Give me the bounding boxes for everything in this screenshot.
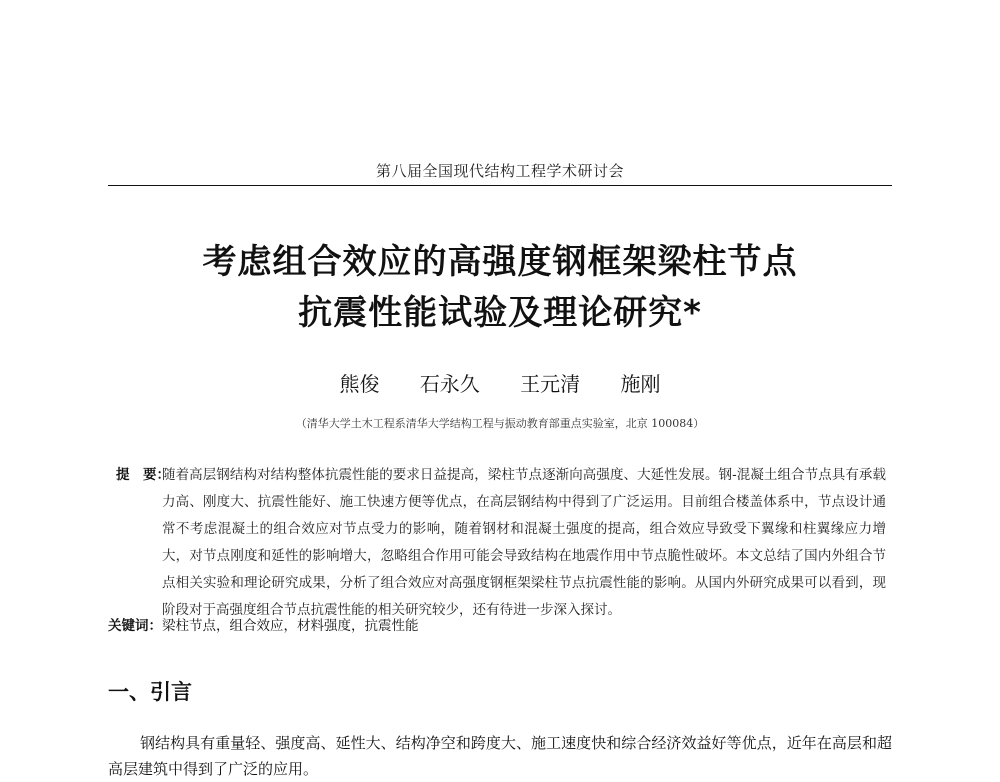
author-list: [108, 368, 892, 397]
abstract-label: 提 要：: [116, 467, 170, 483]
keywords: [108, 614, 888, 634]
author-name: 石永久: [419, 372, 480, 396]
abstract-text: 随着高层钢结构对结构整体抗震性能的要求日益提高，梁柱节点逐渐向高强度、大延性发展。钢-混凝土组合节点具有承载力高、刚度大、抗震性能好、施工快速方便等优点，在高层钢结构中得到了广泛运用。目前组合楼盖体系中，节点设计通常不考虑混凝土的组合效应对节点受力的影响，随着钢材和混凝土强度的提高，组合效应导致受下翼缘和柱翼缘应力增大，对节点刚度和延性的影响增大，忽略组合作用可能会导致结构在地震作用中节点脆性破坏。本文总结了国内外组合节点相关实验和理论研究成果，分析了组合效应对高强度钢框架梁柱节点抗震性能的影响。从国内外研究成果可以看到，现阶段对于高强度组合节点抗震性能的相关研究较少，还有待进一步深入探讨。: [162, 467, 886, 618]
author-name: 熊俊: [339, 372, 380, 396]
affiliation: （清华大学土木工程系清华大学结构工程与振动教育部重点实验室，北京 100084）: [295, 417, 705, 430]
keywords-label: 关键词：: [108, 618, 162, 634]
author-name: 王元清: [520, 372, 581, 396]
running-head: 第八届全国现代结构工程学术研讨会: [375, 162, 624, 180]
header-rule: [108, 185, 892, 186]
author-name: 施刚: [620, 372, 661, 396]
paper-title-line-1: 考虑组合效应的高强度钢框架梁柱节点: [202, 242, 798, 282]
section-heading: 一、引言: [108, 680, 192, 704]
keywords-text: 梁柱节点，组合效应，材料强度，抗震性能: [162, 618, 419, 634]
intro-paragraph: 钢结构具有重量轻、强度高、延性大、结构净空和跨度大、施工速度快和综合经济效益好等优点，近年在高层和超高层建筑中得到了广泛的应用。: [108, 734, 892, 778]
abstract: [116, 462, 886, 624]
paper-title-line-2: 抗震性能试验及理论研究*: [298, 293, 702, 333]
